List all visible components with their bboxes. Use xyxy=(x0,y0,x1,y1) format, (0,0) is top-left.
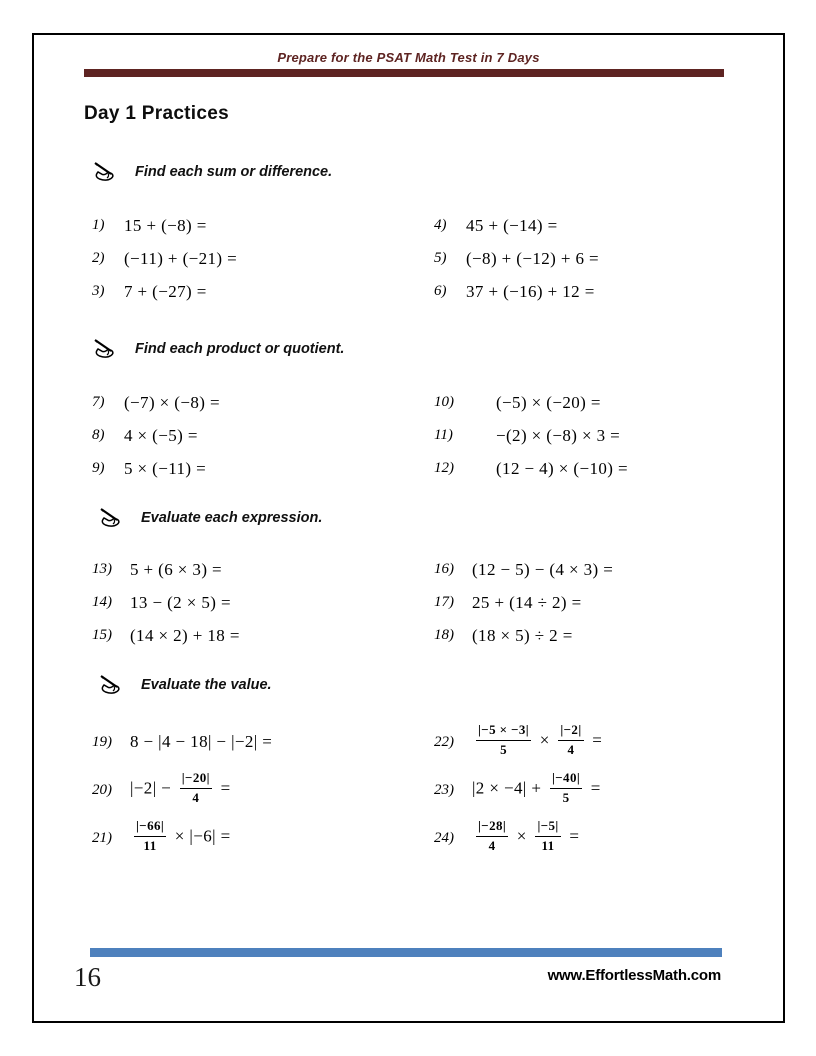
section-2 xyxy=(92,338,783,485)
problem-row xyxy=(434,586,613,619)
problem-row xyxy=(434,619,613,652)
problems-column-right xyxy=(434,386,628,485)
problem-expression: |2 × −4| + $\frac{|-40|}{5}$ = xyxy=(472,770,601,805)
fraction-denominator: 11 xyxy=(143,837,157,853)
section-4 xyxy=(92,674,783,862)
problems-column-left xyxy=(92,553,434,652)
fraction-denominator: 11 xyxy=(541,837,555,853)
problem-expression: 15 + (−8) = xyxy=(124,215,207,235)
problem-expression: 4 × (−5) = xyxy=(124,425,198,445)
fraction xyxy=(558,723,583,757)
problem-expression: $\frac{|-5 \times -3|}{5}$ × $\frac{|-2|}{4}$ = xyxy=(478,722,603,757)
problem-expression: $\frac{|-66|}{11}$ × |−6| = xyxy=(136,818,231,853)
problem-expression: (−7) × (−8) = xyxy=(124,392,220,412)
problem-number: 2) xyxy=(92,250,105,266)
problem-row xyxy=(92,619,434,652)
section-header xyxy=(92,161,783,183)
section-header xyxy=(92,338,783,360)
fraction-denominator: 4 xyxy=(567,741,575,757)
problem-number: 4) xyxy=(434,217,447,233)
fraction-denominator: 4 xyxy=(488,837,496,853)
footer-rule xyxy=(90,948,722,957)
problems-column-left xyxy=(92,718,434,862)
problems-grid xyxy=(92,553,783,652)
problem-row xyxy=(92,586,434,619)
problem-row xyxy=(92,814,434,862)
section-header xyxy=(98,674,783,696)
problem-number: 12) xyxy=(434,460,454,476)
problem-row xyxy=(434,553,613,586)
problem-number: 8) xyxy=(92,427,105,443)
writing-hand-icon xyxy=(98,507,128,529)
fraction xyxy=(550,771,582,805)
fraction xyxy=(535,819,560,853)
problem-row xyxy=(434,386,628,419)
problem-number: 16) xyxy=(434,561,454,577)
problem-number: 1) xyxy=(92,217,105,233)
problem-row xyxy=(434,209,599,242)
problem-number: 21) xyxy=(92,829,112,846)
fraction-denominator: 5 xyxy=(562,789,570,805)
problem-number: 18) xyxy=(434,627,454,643)
section-header xyxy=(98,507,783,529)
section-instruction: Find each sum or difference. xyxy=(135,164,333,180)
page-number: 16 xyxy=(74,962,101,992)
problem-number: 17) xyxy=(434,594,454,610)
problem-expression: −(2) × (−8) × 3 = xyxy=(496,425,621,445)
problem-expression: 5 × (−11) = xyxy=(124,458,207,478)
problem-expression: (−5) × (−20) = xyxy=(496,392,601,412)
problem-number: 3) xyxy=(92,283,105,299)
problems-column-left xyxy=(92,209,434,308)
footer-website: www.EffortlessMath.com xyxy=(547,967,721,984)
fraction-denominator: 4 xyxy=(192,789,200,805)
problem-expression: (14 × 2) + 18 = xyxy=(130,625,240,645)
section-instruction: Evaluate the value. xyxy=(141,677,272,693)
problem-row xyxy=(92,242,434,275)
section-3 xyxy=(92,507,783,652)
problem-row xyxy=(434,452,628,485)
problem-row xyxy=(434,242,599,275)
problem-expression: 8 − |4 − 18| − |−2| = xyxy=(130,732,273,751)
problem-row xyxy=(92,766,434,814)
fraction-numerator: |−20| xyxy=(180,771,212,788)
fraction-numerator: |−5 × −3| xyxy=(476,723,531,740)
problem-number: 23) xyxy=(434,781,454,798)
fraction-numerator: |−2| xyxy=(558,723,583,740)
fraction xyxy=(476,819,508,853)
problem-expression: |−2| − $\frac{|-20|}{4}$ = xyxy=(130,770,231,805)
problems-grid xyxy=(92,386,783,485)
page-title: Day 1 Practices xyxy=(84,103,229,124)
problem-expression: $\frac{|-28|}{4}$ × $\frac{|-5|}{11}$ = xyxy=(478,818,580,853)
problem-row xyxy=(434,419,628,452)
fraction-denominator: 5 xyxy=(500,741,507,757)
problem-row xyxy=(434,766,602,814)
problem-number: 14) xyxy=(92,594,112,610)
problem-number: 20) xyxy=(92,781,112,798)
problems-column-right xyxy=(434,718,602,862)
section-1 xyxy=(92,161,783,308)
writing-hand-icon xyxy=(92,338,122,360)
problem-expression: (−11) + (−21) = xyxy=(124,248,238,268)
problem-expression: 5 + (6 × 3) = xyxy=(130,559,223,579)
problem-row xyxy=(434,718,602,766)
fraction xyxy=(476,723,531,757)
problems-column-right xyxy=(434,553,613,652)
problem-row xyxy=(92,718,434,766)
fraction-numerator: |−40| xyxy=(550,771,582,788)
problem-expression: 7 + (−27) = xyxy=(124,281,207,301)
problems-grid xyxy=(92,718,783,862)
running-header: Prepare for the PSAT Math Test in 7 Days xyxy=(277,50,540,65)
problem-number: 7) xyxy=(92,394,105,410)
problems-grid xyxy=(92,209,783,308)
problem-number: 9) xyxy=(92,460,105,476)
problem-number: 22) xyxy=(434,733,454,750)
problem-number: 15) xyxy=(92,627,112,643)
problem-expression: (12 − 4) × (−10) = xyxy=(496,458,628,478)
problem-expression: 13 − (2 × 5) = xyxy=(130,592,231,612)
problem-expression: 25 + (14 ÷ 2) = xyxy=(472,592,582,612)
problem-expression: 37 + (−16) + 12 = xyxy=(466,281,595,301)
problem-number: 19) xyxy=(92,733,112,750)
problem-number: 13) xyxy=(92,561,112,577)
problem-row xyxy=(92,386,434,419)
fraction-numerator: |−66| xyxy=(134,819,166,836)
fraction xyxy=(134,819,166,853)
problem-number: 24) xyxy=(434,829,454,846)
fraction-numerator: |−28| xyxy=(476,819,508,836)
problem-number: 6) xyxy=(434,283,447,299)
problem-row xyxy=(92,553,434,586)
sections-container xyxy=(34,161,783,862)
problem-number: 10) xyxy=(434,394,454,410)
worksheet-page xyxy=(32,33,785,1023)
header-rule xyxy=(84,69,724,77)
problem-expression: (18 × 5) ÷ 2 = xyxy=(472,625,573,645)
writing-hand-icon xyxy=(92,161,122,183)
problem-row xyxy=(92,452,434,485)
section-instruction: Find each product or quotient. xyxy=(135,341,345,357)
problem-row xyxy=(92,419,434,452)
problem-row xyxy=(92,209,434,242)
fraction xyxy=(180,771,212,805)
problem-row xyxy=(434,275,599,308)
problem-number: 11) xyxy=(434,427,453,443)
problem-expression: (12 − 5) − (4 × 3) = xyxy=(472,559,614,579)
writing-hand-icon xyxy=(98,674,128,696)
fraction-numerator: |−5| xyxy=(535,819,560,836)
problem-number: 5) xyxy=(434,250,447,266)
problems-column-left xyxy=(92,386,434,485)
section-instruction: Evaluate each expression. xyxy=(141,510,323,526)
problem-row xyxy=(92,275,434,308)
problem-row xyxy=(434,814,602,862)
problems-column-right xyxy=(434,209,599,308)
problem-expression: (−8) + (−12) + 6 = xyxy=(466,248,600,268)
problem-expression: 45 + (−14) = xyxy=(466,215,558,235)
